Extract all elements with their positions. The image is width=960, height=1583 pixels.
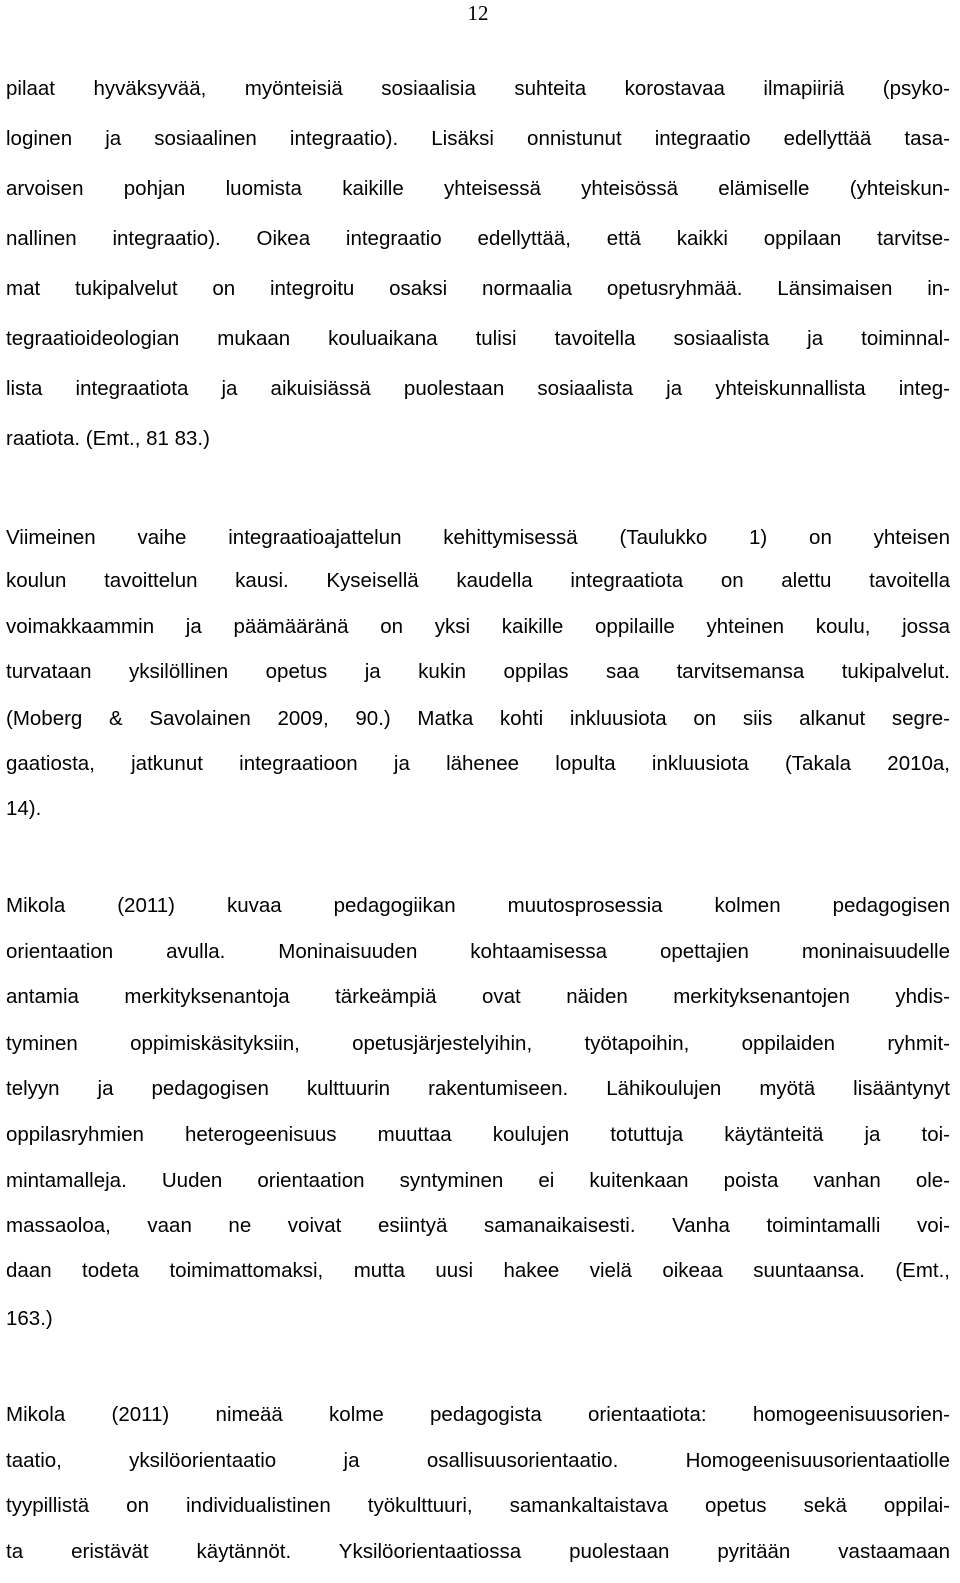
text-line: antamia merkityksenantoja tärkeämpiä ovat näiden merkityksenantojen yhdis- [6, 985, 950, 1008]
text-line: arvoisen pohjan luomista kaikille yhteisessä yhteisössä elämiselle (yhteiskun- [6, 177, 950, 200]
text-line: voimakkaammin ja päämääränä on yksi kaikille oppilaille yhteinen koulu, jossa [6, 615, 950, 638]
text-line: tyypillistä on individualistinen työkulttuuri, samankaltaistava opetus sekä oppilai- [6, 1494, 950, 1517]
text-line: 163.) [6, 1307, 53, 1330]
page-number: 12 [467, 1, 489, 25]
text-line: ta eristävät käytännöt. Yksilöorientaatiossa puolestaan pyritään vastaamaan [6, 1540, 950, 1563]
text-line: koulun tavoittelun kausi. Kyseisellä kaudella integraatiota on alettu tavoitella [6, 569, 950, 592]
text-line: gaatiosta, jatkunut integraatioon ja lähenee lopulta inkluusiota (Takala 2010a, [6, 752, 950, 775]
text-line: taatio, yksilöorientaatio ja osallisuusorientaatio. Homogeenisuusorientaatiolle [6, 1449, 950, 1472]
text-line: raatiota. (Emt., 81 83.) [6, 427, 210, 450]
text-line: massaoloa, vaan ne voivat esiintyä samanaikaisesti. Vanha toimintamalli voi- [6, 1214, 950, 1237]
text-line: turvataan yksilöllinen opetus ja kukin oppilas saa tarvitsemansa tukipalvelut. [6, 660, 950, 683]
text-line: orientaation avulla. Moninaisuuden kohtaamisessa opettajien moninaisuudelle [6, 940, 950, 963]
text-line: daan todeta toimimattomaksi, mutta uusi hakee vielä oikeaa suuntaansa. (Emt., [6, 1259, 950, 1282]
text-line: Mikola (2011) nimeää kolme pedagogista orientaatiota: homogeenisuusorien- [6, 1403, 950, 1426]
text-line: 14). [6, 797, 42, 820]
text-line: tyminen oppimiskäsityksiin, opetusjärjestelyihin, työtapoihin, oppilaiden ryhmit- [6, 1032, 950, 1055]
text-line: (Moberg & Savolainen 2009, 90.) Matka kohti inkluusiota on siis alkanut segre- [6, 707, 950, 730]
text-line: Viimeinen vaihe integraatioajattelun kehittymisessä (Taulukko 1) on yhteisen [6, 526, 950, 549]
text-line: telyyn ja pedagogisen kulttuurin rakentumiseen. Lähikoulujen myötä lisääntynyt [6, 1077, 950, 1100]
text-line: oppilasryhmien heterogeenisuus muuttaa koulujen totuttuja käytänteitä ja toi- [6, 1123, 950, 1146]
text-line: mintamalleja. Uuden orientaation syntyminen ei kuitenkaan poista vanhan ole- [6, 1169, 950, 1192]
text-line: nallinen integraatio). Oikea integraatio edellyttää, että kaikki oppilaan tarvitse- [6, 227, 950, 250]
text-line: Mikola (2011) kuvaa pedagogiikan muutosprosessia kolmen pedagogisen [6, 894, 950, 917]
text-line: pilaat hyväksyvää, myönteisiä sosiaalisia suhteita korostavaa ilmapiiriä (psyko- [6, 77, 950, 100]
text-line: lista integraatiota ja aikuisiässä puolestaan sosiaalista ja yhteiskunnallista integ- [6, 377, 950, 400]
text-line: mat tukipalvelut on integroitu osaksi normaalia opetusryhmää. Länsimaisen in- [6, 277, 950, 300]
text-line: loginen ja sosiaalinen integraatio). Lisäksi onnistunut integraatio edellyttää tasa- [6, 127, 950, 150]
text-line: tegraatioideologian mukaan kouluaikana tulisi tavoitella sosiaalista ja toiminnal- [6, 327, 950, 350]
